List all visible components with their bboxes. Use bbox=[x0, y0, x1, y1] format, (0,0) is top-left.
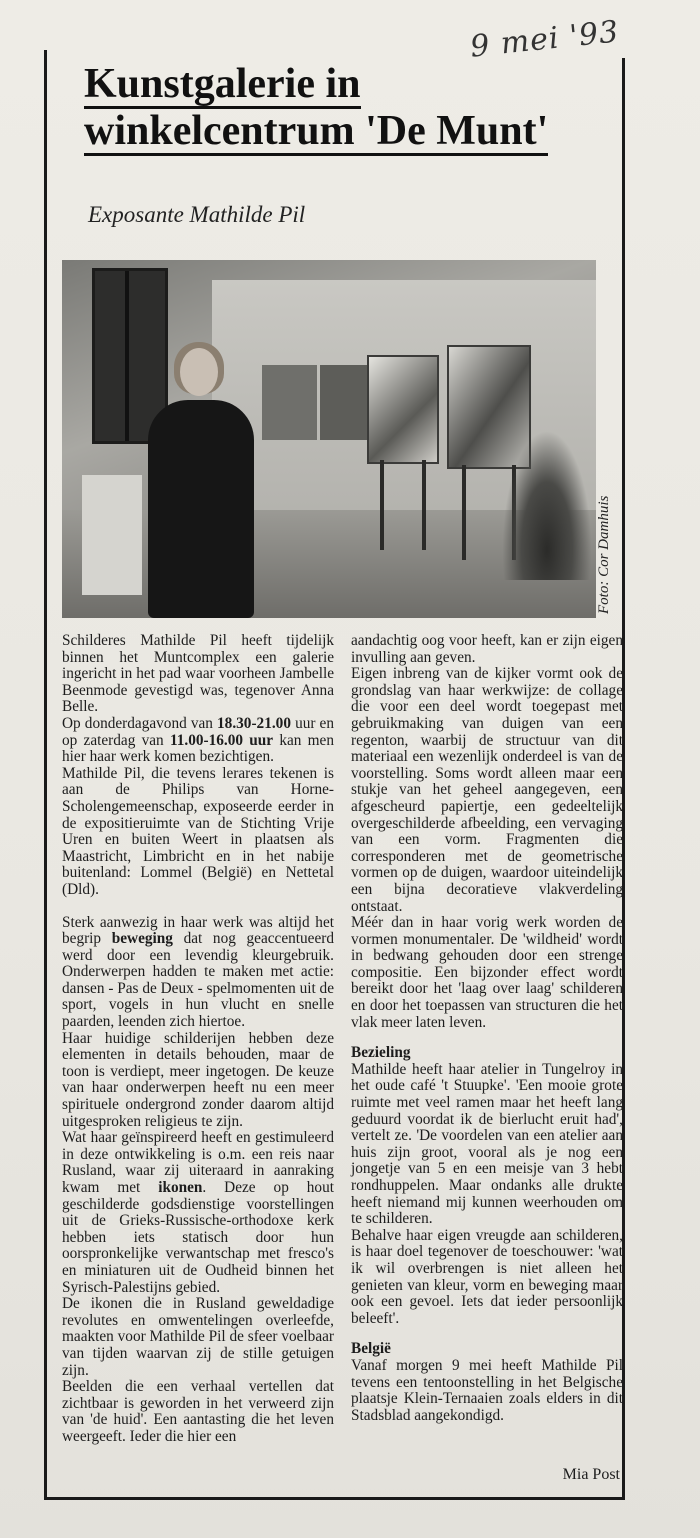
subheadline: Exposante Mathilde Pil bbox=[88, 202, 306, 227]
paragraph bbox=[62, 915, 334, 1031]
photo-figure-head bbox=[180, 348, 218, 396]
easel-leg bbox=[380, 460, 384, 550]
article-photo bbox=[62, 260, 596, 618]
section-heading: Bezieling bbox=[351, 1044, 411, 1062]
paragraph-opening-hours bbox=[62, 716, 334, 766]
text: Wat haar geïnspireerd heeft en gestimuleerd in deze ontwikkeling is o.m. een reis naar Rusland, waar zij uiteraard in aanraking kwam met bbox=[62, 1129, 334, 1196]
text: kan men hier haar werk komen bezichtigen. bbox=[62, 731, 334, 766]
emphasis: beweging bbox=[111, 930, 173, 948]
text: . Deze op hout geschilderde godsdienstige voorstellingen uit de Grieks-Russische-orthodoxe kerk hebben iets statisch door hun oorspronkelijke verwantschap met fresco's en miniaturen uit de Oudheid binnen het Syrisch-Palestijns gebied. bbox=[62, 1179, 334, 1296]
headline-line-2: winkelcentrum 'De Munt' bbox=[84, 108, 549, 154]
paragraph: De ikonen die in Rusland geweldadige revolutes en omwentelingen overleefde, maakten voor Mathilde Pil de sfeer voelbaar van tijden waarvan zij de stille getuigen zijn. bbox=[62, 1295, 334, 1379]
opening-hours-thursday: 18.30-21.00 bbox=[217, 714, 291, 732]
paragraph: Beelden die een verhaal vertellen dat zichtbaar is geworden in het verweerd zijn van 'de huid'. Een aantasting die het leven weergeeft. Ieder die hier een bbox=[62, 1378, 334, 1445]
paragraph: Behalve haar eigen vreugde aan schilderen, is haar doel tegenover de toeschouwer: 'wat ik wil overbrengen is niet alleen het genieten van kleur, vorm en beweging maar ook een gevoel. Iets dat ieder persoonlijk beleeft'. bbox=[351, 1226, 623, 1327]
photo-painting bbox=[262, 365, 317, 440]
photo-plant bbox=[502, 430, 592, 580]
paragraph: Schilderes Mathilde Pil heeft tijdelijk binnen het Muntcomplex een galerie ingericht in het pad waar voorheen Jambelle Beenmode gevestigd was, tegenover Anna Belle. bbox=[62, 632, 334, 716]
paragraph: Mathilde Pil, die tevens lerares tekenen is aan de Philips van Horne-Scholengemeenschap, exposeerde eerder in de expositieruimte van de Stichting Vrije Uren en buiten Weert in plaatsen als Maastricht, Limbricht en in het nabije buitenland: Lommel (België) en Nettetal (Dld). bbox=[62, 764, 334, 898]
article-column-left bbox=[62, 633, 334, 1446]
paragraph: Mathilde heeft haar atelier in Tungelroy in het oude café 't Stuupke'. 'Een mooie grote ruimte met veel ramen maar het heeft lang geduurd voordat ik de bierlucht eruit had', vertelt ze. 'De voordelen van een atelier aan huis zijn groot, vooral als je nog een jongetje van 5 en een meisje van 3 hebt rondhuppelen. Maar ondanks alle drukte heeft niemand mij kunnen weerhouden om te schilderen. bbox=[351, 1060, 623, 1228]
opening-hours-saturday: 11.00-16.00 uur bbox=[169, 731, 274, 749]
handwritten-date: 9 mei '93 bbox=[468, 14, 621, 65]
emphasis: ikonen bbox=[158, 1179, 203, 1196]
headline-line-1: Kunstgalerie in bbox=[84, 61, 361, 107]
article-column-right bbox=[351, 633, 623, 1424]
paragraph: Méér dan in haar vorig werk worden de vormen monumentaler. De 'wildheid' wordt in bedwang gehouden door een strenge compositie. Een bijzonder effect wordt bereikt door het 'laag over laag' schilderen en door het toepassen van structuren die het vlak meer laten leven. bbox=[351, 914, 623, 1031]
text: Sterk aanwezig in haar werk was altijd het begrip bbox=[62, 913, 334, 948]
column-rule-left bbox=[44, 50, 47, 1500]
byline: Mia Post bbox=[562, 1466, 620, 1483]
headline bbox=[84, 62, 604, 156]
text: uur en op zaterdag van bbox=[62, 714, 334, 749]
section-heading: België bbox=[351, 1340, 391, 1358]
text: dat nog geaccentueerd werd door een levendig kleurgebruik. Onderwerpen hadden te maken met actie: dansen - Pas de Deux - spelmomenten uit de sport, vogels in hun vlucht en snelle paarden, leenden zich hiertoe. bbox=[62, 930, 334, 1031]
photo-credit-text: Foto: Cor Damhuis bbox=[596, 495, 612, 614]
easel-leg bbox=[422, 460, 426, 550]
text: Op donderdagavond van bbox=[62, 714, 218, 732]
column-rule-bottom bbox=[44, 1497, 625, 1500]
photo-figure-body bbox=[148, 400, 254, 618]
paragraph: Vanaf morgen 9 mei heeft Mathilde Pil tevens een tentoonstelling in het Belgische plaatsje Klein-Ternaaien zoals elders in dit Stadsblad aangekondigd. bbox=[351, 1356, 623, 1424]
paragraph: Haar huidige schilderijen hebben deze elementen in details behouden, maar de toon is verdiept, meer ingetogen. De keuze van haar onderwerpen heeft nu een meer spirituele ondergrond zonder daarom altijd uitgesproken religieus te zijn. bbox=[62, 1029, 334, 1130]
paragraph: Eigen inbreng van de kijker vormt ook de grondslag van haar werkwijze: de collage die voor een deel wordt toegepast met gebruikmaking van duigen van een regenton, waarbij de structuur van dit materiaal een wezenlijk onderdeel is van de voorstelling. Soms wordt alleen maar een stukje van het geheel aangegeven, een afgescheurd papiertje, een gedeeltelijk overgeschilderde afbeelding, een vervaging van een vorm. Fragmenten die corresponderen met de geometrische vormen op de duigen, waardoor uiteindelijk een bijna decoratieve vlakverdeling ontstaat. bbox=[351, 665, 623, 915]
paragraph: aandachtig oog voor heeft, kan er zijn eigen invulling aan geven. bbox=[351, 632, 623, 666]
easel-leg bbox=[462, 465, 466, 560]
paragraph bbox=[62, 1130, 334, 1296]
photo-credit bbox=[596, 464, 616, 614]
photo-table bbox=[82, 475, 142, 595]
photo-easel-painting bbox=[367, 355, 439, 464]
